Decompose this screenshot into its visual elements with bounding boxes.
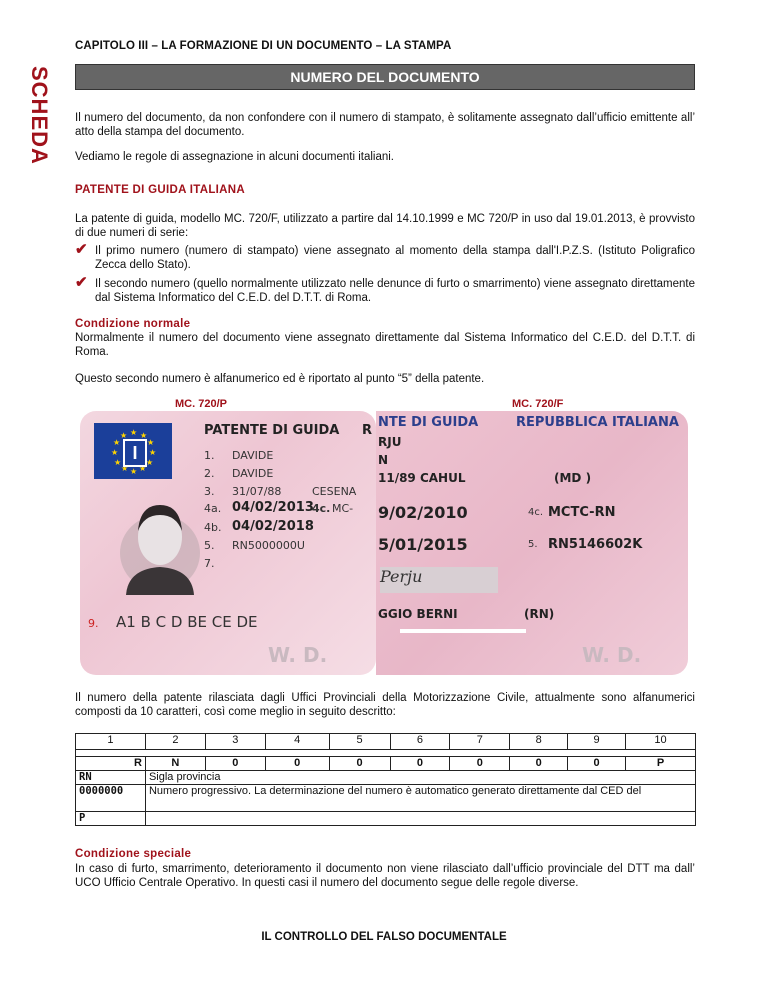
card-title: PATENTE DI GUIDA bbox=[204, 423, 340, 438]
description-cell: Sigla provincia bbox=[145, 771, 695, 785]
field-number: 4c. bbox=[528, 507, 544, 518]
section-title-bar: NUMERO DEL DOCUMENTO bbox=[75, 64, 695, 90]
table-row bbox=[76, 771, 696, 785]
svg-text:★: ★ bbox=[146, 458, 154, 467]
field-value: 04/02/2013 bbox=[232, 500, 314, 515]
document-number-value: RN5146602K bbox=[548, 537, 643, 552]
value-cell: 0 bbox=[329, 757, 390, 771]
intro-paragraph: Il numero del documento, da non confondere con il numero di stampato, è solitamente assegnato dall’ufficio emittente all’ atto della stampa del documento. bbox=[75, 112, 695, 138]
eu-flag-icon bbox=[94, 423, 172, 479]
page-footer: IL CONTROLLO DEL FALSO DOCUMENTALE bbox=[261, 931, 507, 943]
value-cell: 0 bbox=[568, 757, 626, 771]
field-value: DAVIDE bbox=[232, 467, 274, 480]
field-number: 4a. bbox=[204, 502, 222, 515]
code-cell: P bbox=[76, 812, 146, 826]
value-cell: 0 bbox=[265, 757, 329, 771]
value-cell: R bbox=[76, 757, 146, 771]
svg-text:★: ★ bbox=[111, 448, 119, 457]
bullet-text: Il secondo numero (quello normalmente utilizzato nelle denunce di furto o smarrimento) viene assegnato direttamente dal Sistema Informatico del C.E.D. del D.T.T. di Roma. bbox=[95, 278, 695, 304]
bullet-item bbox=[75, 274, 695, 305]
code-cell: RN bbox=[76, 771, 146, 785]
value-cell: 0 bbox=[390, 757, 450, 771]
value-cell: 0 bbox=[510, 757, 568, 771]
redaction-bar bbox=[400, 629, 526, 633]
category-number: 9. bbox=[88, 617, 99, 630]
table-row bbox=[76, 812, 696, 826]
wd-logo: W. D. bbox=[582, 643, 642, 667]
description-cell: Numero progressivo. La determinazione del numero è automatico generato direttamente dal CED del bbox=[145, 785, 695, 812]
table-intro: Il numero della patente rilasciata dagli Uffici Provinciali della Motorizzazione Civile, attualmente sono alfanumerici composti da 10 caratteri, così come meglio in seguito descritto: bbox=[75, 692, 695, 718]
card-country: REPUBBLICA ITALIANA bbox=[516, 415, 679, 430]
field-number: 4c. bbox=[312, 502, 331, 515]
license-image-mc720f bbox=[376, 411, 688, 675]
value-cell: N bbox=[145, 757, 205, 771]
intro-paragraph-2: Vediamo le regole di assegnazione in alcuni documenti italiani. bbox=[75, 151, 395, 163]
signature: Perju bbox=[380, 567, 498, 593]
alphanumeric-note: Questo secondo numero è alfanumerico ed è riportato al punto “5” della patente. bbox=[75, 373, 485, 385]
field-number: 2. bbox=[204, 467, 215, 480]
patente-heading: PATENTE DI GUIDA ITALIANA bbox=[75, 184, 245, 196]
table-row bbox=[76, 785, 696, 812]
number-format-table bbox=[75, 733, 696, 826]
field-value: 04/02/2018 bbox=[232, 519, 314, 534]
categories: A1 B C D BE CE DE bbox=[116, 613, 258, 631]
svg-text:★: ★ bbox=[113, 438, 121, 447]
svg-text:★: ★ bbox=[120, 431, 128, 440]
position-cell: 3 bbox=[205, 734, 265, 750]
code-cell: 0000000 bbox=[76, 785, 146, 812]
field-number: 7. bbox=[204, 557, 215, 570]
field-number: 4b. bbox=[204, 521, 222, 534]
field-number: 3. bbox=[204, 485, 215, 498]
field-number: 1. bbox=[204, 449, 215, 462]
country-code: I bbox=[123, 439, 147, 467]
field-value: DAVIDE bbox=[232, 449, 274, 462]
bullet-item bbox=[75, 241, 695, 272]
card-title-cut: R bbox=[362, 423, 373, 438]
svg-text:★: ★ bbox=[130, 428, 138, 437]
field-value: RJU bbox=[378, 435, 402, 449]
position-cell: 10 bbox=[626, 734, 696, 750]
field-value: (MD ) bbox=[554, 471, 592, 485]
caption-mc720p: MC. 720/P bbox=[175, 398, 227, 410]
holder-photo bbox=[118, 491, 202, 595]
condition-normal-text: Normalmente il numero del documento viene assegnato direttamente dal Sistema Informatico del C.E.D. del D.T.T. di Roma. bbox=[75, 332, 695, 358]
value-cell: 0 bbox=[450, 757, 510, 771]
svg-text:SCHEDA: SCHEDA bbox=[27, 66, 52, 165]
expiry-date: 5/01/2015 bbox=[378, 535, 468, 554]
side-label-scheda bbox=[24, 64, 54, 174]
bullet-text: Il primo numero (numero di stampato) viene assegnato al momento della stampa dall'I.P.Z.S. (Istituto Poligrafico Zecca dello Stato). bbox=[95, 245, 695, 271]
svg-text:★: ★ bbox=[114, 458, 122, 467]
svg-text:★: ★ bbox=[149, 448, 157, 457]
position-cell: 1 bbox=[76, 734, 146, 750]
field-value: CESENA bbox=[312, 485, 357, 498]
svg-text:★: ★ bbox=[140, 431, 148, 440]
svg-text:★: ★ bbox=[130, 467, 138, 476]
value-cell: P bbox=[626, 757, 696, 771]
position-cell: 8 bbox=[510, 734, 568, 750]
condition-special-heading: Condizione speciale bbox=[75, 848, 192, 860]
caption-mc720f: MC. 720/F bbox=[512, 398, 564, 410]
svg-text:★: ★ bbox=[121, 464, 129, 473]
field-number: 5. bbox=[204, 539, 215, 552]
field-number: 5. bbox=[528, 539, 538, 550]
position-cell: 6 bbox=[390, 734, 450, 750]
condition-special-text: In caso di furto, smarrimento, deterioramento il documento non viene rilasciato dall’ufficio provinciale del DTT ma dall’ UCO Ufficio Centrale Operativo. In questi casi il numero del documento segue delle regole diverse. bbox=[75, 863, 695, 889]
position-cell: 9 bbox=[568, 734, 626, 750]
position-cell: 2 bbox=[145, 734, 205, 750]
svg-text:★: ★ bbox=[147, 438, 155, 447]
field-value: 11/89 CAHUL bbox=[378, 471, 466, 485]
position-cell: 4 bbox=[265, 734, 329, 750]
issuing-authority: MCTC-RN bbox=[548, 505, 616, 520]
chapter-title: CAPITOLO III – LA FORMAZIONE DI UN DOCUMENTO – LA STAMPA bbox=[75, 40, 452, 52]
field-value: GGIO BERNI bbox=[378, 607, 458, 621]
condition-normal-heading: Condizione normale bbox=[75, 318, 191, 330]
position-cell: 7 bbox=[450, 734, 510, 750]
patente-paragraph: La patente di guida, modello MC. 720/F, utilizzato a partire dal 14.10.1999 e MC 720/P in uso dal 19.01.2013, è provvisto di due numeri di serie: bbox=[75, 213, 695, 239]
value-cell: 0 bbox=[205, 757, 265, 771]
position-cell: 5 bbox=[329, 734, 390, 750]
wd-logo: W. D. bbox=[268, 643, 328, 667]
card-title-partial: NTE DI GUIDA bbox=[378, 415, 479, 430]
issue-date: 9/02/2010 bbox=[378, 503, 468, 522]
check-icon: ✔ bbox=[75, 241, 88, 258]
field-value: MC- bbox=[332, 502, 354, 515]
check-icon: ✔ bbox=[75, 274, 88, 291]
field-value: (RN) bbox=[524, 607, 555, 621]
field-value: N bbox=[378, 453, 389, 467]
license-image-mc720p bbox=[80, 411, 376, 675]
svg-text:★: ★ bbox=[139, 464, 147, 473]
document-number-value: RN5000000U bbox=[232, 539, 305, 552]
field-value: 31/07/88 bbox=[232, 485, 282, 498]
description-cell bbox=[145, 812, 695, 826]
